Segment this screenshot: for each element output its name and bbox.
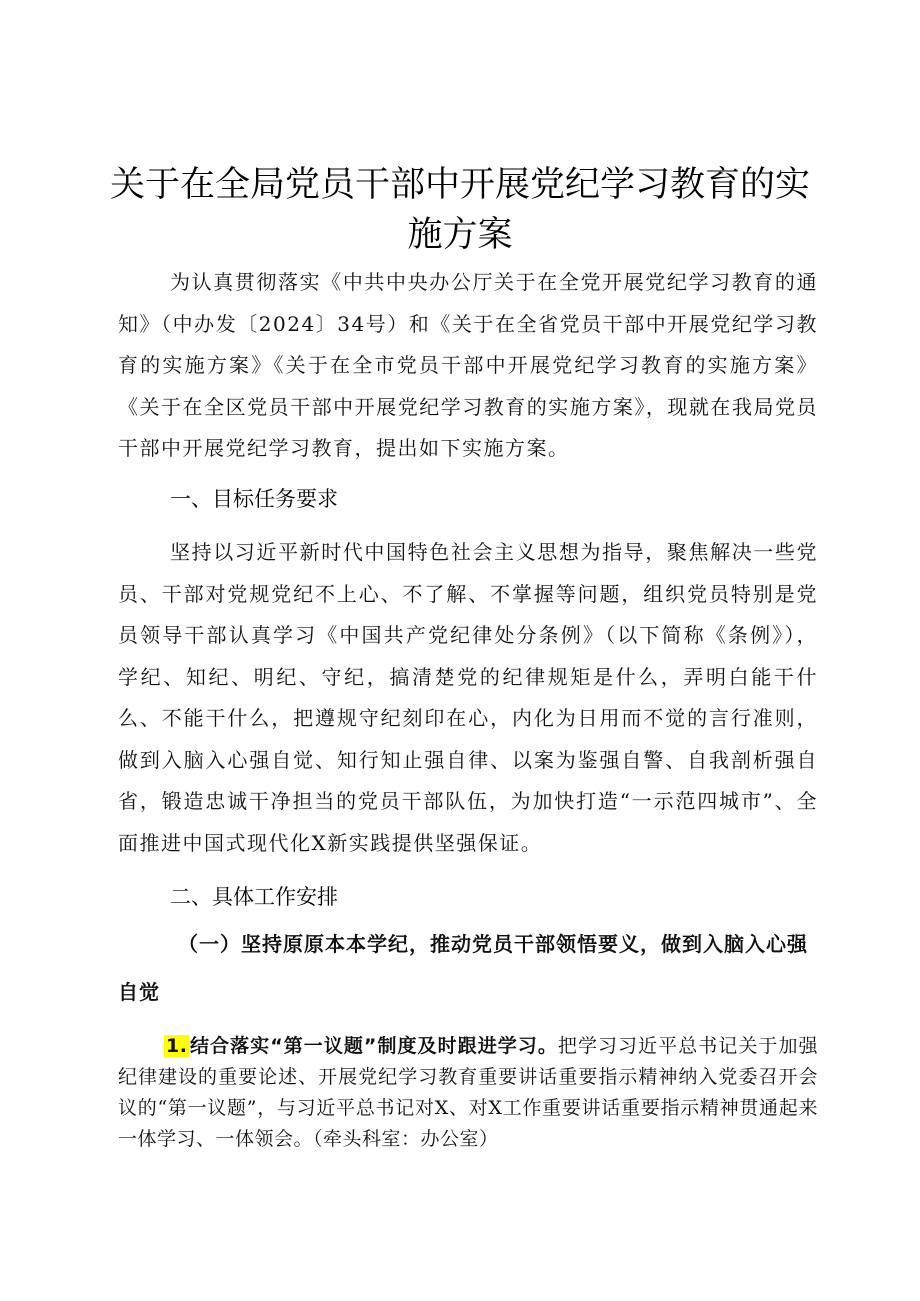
- document-title-line1: 关于在全局党员干部中开展党纪学习教育的实: [110, 165, 811, 205]
- item1-title: 结合落实“第一议题”制度及时跟进学习。: [189, 1035, 558, 1057]
- section2-heading: 二、具体工作安排: [170, 885, 338, 909]
- intro-paragraph: 为认真贯彻落实《中共中央办公厅关于在全党开展党纪学习教育的通知》（中办发〔2024〕34号）和《关于在全省党员干部中开展党纪学习教育的实施方案》《关于在全市党员干部中开展党纪学习教育的实施方案》《关于在全区党员干部中开展党纪学习教育的实施方案》，现就在我局党员干部中开展党纪学习教育，提出如下实施方案。: [118, 270, 818, 460]
- section1-body: 坚持以习近平新时代中国特色社会主义思想为指导，聚焦解决一些党员、干部对党规党纪不上心、不了解、不掌握等问题，组织党员特别是党员领导干部认真学习《中国共产党纪律处分条例》（以下简称《条例》），学纪、知纪、明纪、守纪，搞清楚党的纪律规矩是什么，弄明白能干什么、不能干什么，把遵规守纪刻印在心，内化为日用而不觉的言行准则，做到入脑入心强自觉、知行知止强自律、以案为鉴强自警、自我剖析强自省，锻造忠诚干净担当的党员干部队伍，为加快打造“一示范四城市”、全面推进中国式现代化X新实践提供坚强保证。: [118, 540, 818, 855]
- item1-body: 把学习习近平总书记关于加强纪律建设的重要论述、开展党纪学习教育重要讲话重要指示精神纳入党委召开会议的“第一议题”，与习近平总书记对X、对X工作重要讲话重要指示精神贯通起来一体学习、一体领会。（牵头科室：办公室）: [118, 1035, 818, 1150]
- item1-paragraph: [118, 1031, 818, 1155]
- section1-heading: 一、目标任务要求: [170, 487, 338, 511]
- item1-number: 1.: [166, 1035, 188, 1057]
- subsection1-heading: （一）坚持原原本本学纪，推动党员干部领悟要义，做到入脑入心强自觉: [118, 932, 808, 1004]
- document-title-line2: 施方案: [407, 215, 513, 255]
